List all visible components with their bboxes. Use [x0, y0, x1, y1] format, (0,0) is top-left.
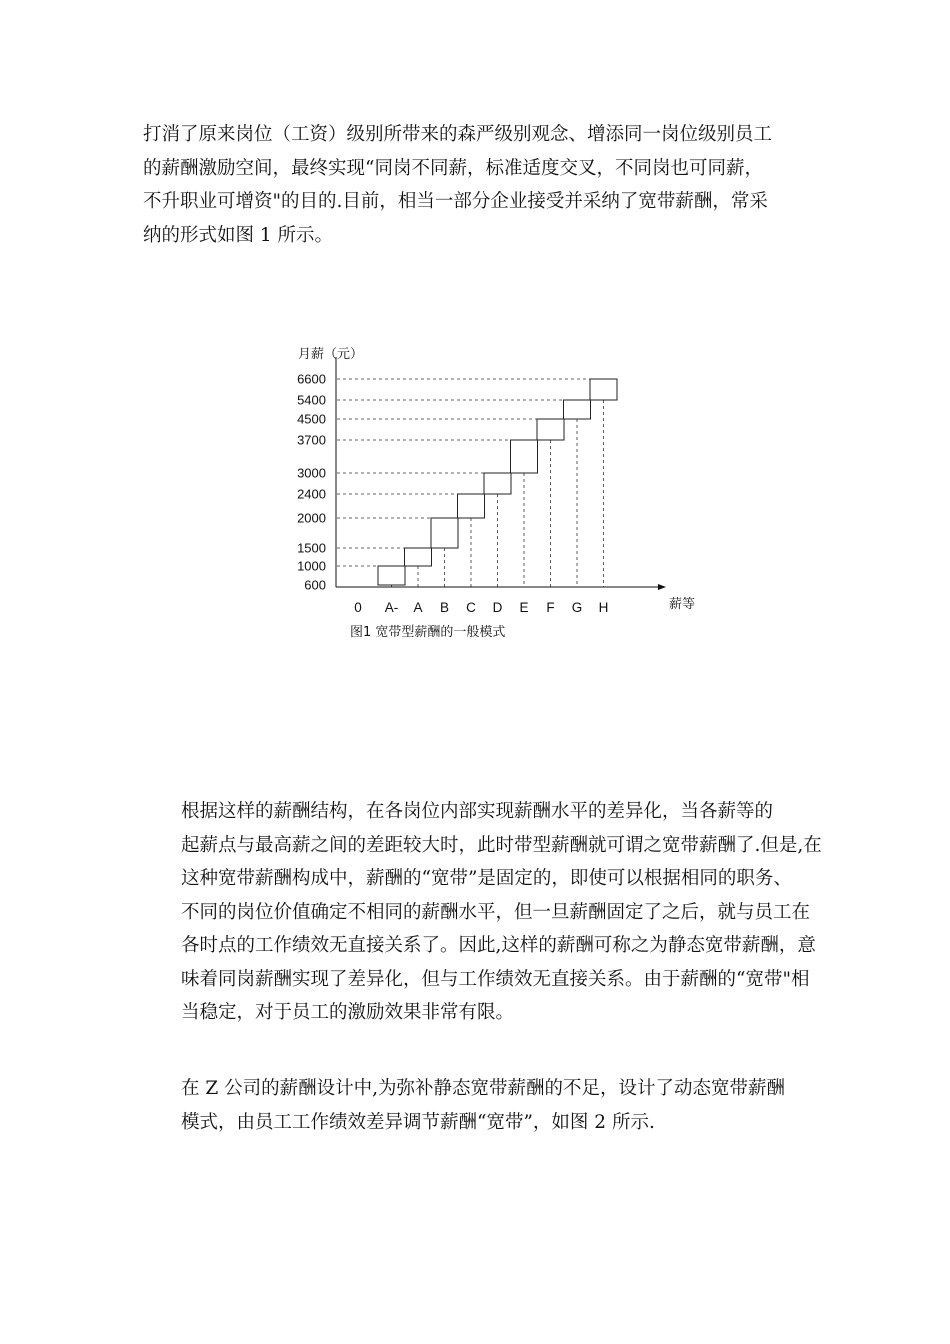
y-axis-title: 月薪（元） — [298, 347, 364, 362]
y-tick-label: 600 — [304, 577, 326, 593]
salary-band-G — [564, 400, 591, 419]
x-tick-label: C — [466, 600, 476, 615]
y-tick-label: 6600 — [297, 371, 326, 387]
company-paragraph — [143, 1072, 815, 1139]
analysis-line: 这种宽带薪酬构成中，薪酬的“宽带”是固定的，即使可以根据相同的职务、 — [181, 868, 792, 889]
x-tick-label: E — [519, 600, 529, 615]
analysis-paragraph — [143, 795, 822, 1030]
y-tick-label: 4500 — [297, 411, 326, 427]
intro-line: 的薪酬激励空间，最终实现“同岗不同薪，标准适度交叉，不同岗也可同薪， — [143, 157, 763, 179]
salary-band-D — [484, 473, 511, 494]
salary-band-F — [537, 419, 564, 440]
salary-band-H — [590, 379, 617, 400]
x-axis-title: 薪等 — [669, 597, 696, 612]
salary-band-A- — [378, 566, 405, 585]
y-tick-label: 2000 — [297, 510, 326, 526]
y-tick-labels — [297, 372, 326, 593]
x-tick-label: H — [598, 600, 609, 615]
analysis-line: 各时点的工作绩效无直接关系了。因此,这样的薪酬可称之为静态宽带薪酬，意 — [181, 935, 816, 956]
salary-band-C — [458, 494, 485, 518]
y-tick-label: 1500 — [297, 540, 326, 556]
y-tick-label: 3700 — [297, 432, 326, 448]
figure-caption: 图1 宽带型薪酬的一般模式 — [350, 625, 506, 640]
intro-paragraph — [143, 118, 815, 252]
x-tick-label: F — [546, 600, 555, 615]
analysis-line: 根据这样的薪酬结构，在各岗位内部实现薪酬水平的差异化，当各薪等的 — [181, 801, 774, 822]
analysis-line: 不同的岗位价值确定不相同的薪酬水平，但一旦薪酬固定了之后，就与员工在 — [181, 901, 811, 923]
y-tick-label: 5400 — [297, 392, 326, 408]
origin-label: 0 — [354, 600, 362, 615]
x-axis-arrow — [658, 584, 666, 590]
x-tick-labels — [385, 600, 609, 615]
salary-band-B — [431, 518, 458, 548]
x-tick-label: D — [492, 600, 503, 615]
analysis-line: 起薪点与最高薪之间的差距较大时，此时带型薪酬就可谓之宽带薪酬了.但是,在 — [181, 834, 822, 856]
analysis-line: 味着同岗薪酬实现了差异化，但与工作绩效无直接关系。由于薪酬的“宽带"相 — [181, 968, 810, 990]
y-tick-label: 3000 — [297, 465, 326, 481]
y-tick-label: 1000 — [297, 558, 326, 574]
figure-1-broadband-salary-chart — [290, 335, 696, 655]
intro-line: 不升职业可增资"的目的.目前，相当一部分企业接受并采纳了宽带薪酬，常采 — [143, 191, 768, 212]
salary-band-E — [511, 440, 538, 473]
intro-line: 打消了原来岗位（工资）级别所带来的森严级别观念、增添同一岗位级别员工 — [143, 124, 773, 145]
x-tick-label: A — [413, 600, 423, 615]
salary-band-A — [405, 548, 432, 566]
x-tick-label: G — [571, 600, 583, 615]
y-tick-label: 2400 — [297, 486, 326, 502]
company-line: 模式，由员工工作绩效差异调节薪酬“宽带”，如图 2 所示. — [181, 1111, 655, 1133]
company-line: 在 Z 公司的薪酬设计中,为弥补静态宽带薪酬的不足，设计了动态宽带薪酬 — [181, 1078, 785, 1099]
x-tick-label: A- — [384, 600, 399, 615]
chart-canvas — [290, 335, 696, 655]
analysis-line: 当稳定，对于员工的激励效果非常有限。 — [181, 1002, 515, 1023]
intro-line: 纳的形式如图 1 所示。 — [143, 224, 334, 246]
x-tick-label: B — [439, 600, 450, 615]
